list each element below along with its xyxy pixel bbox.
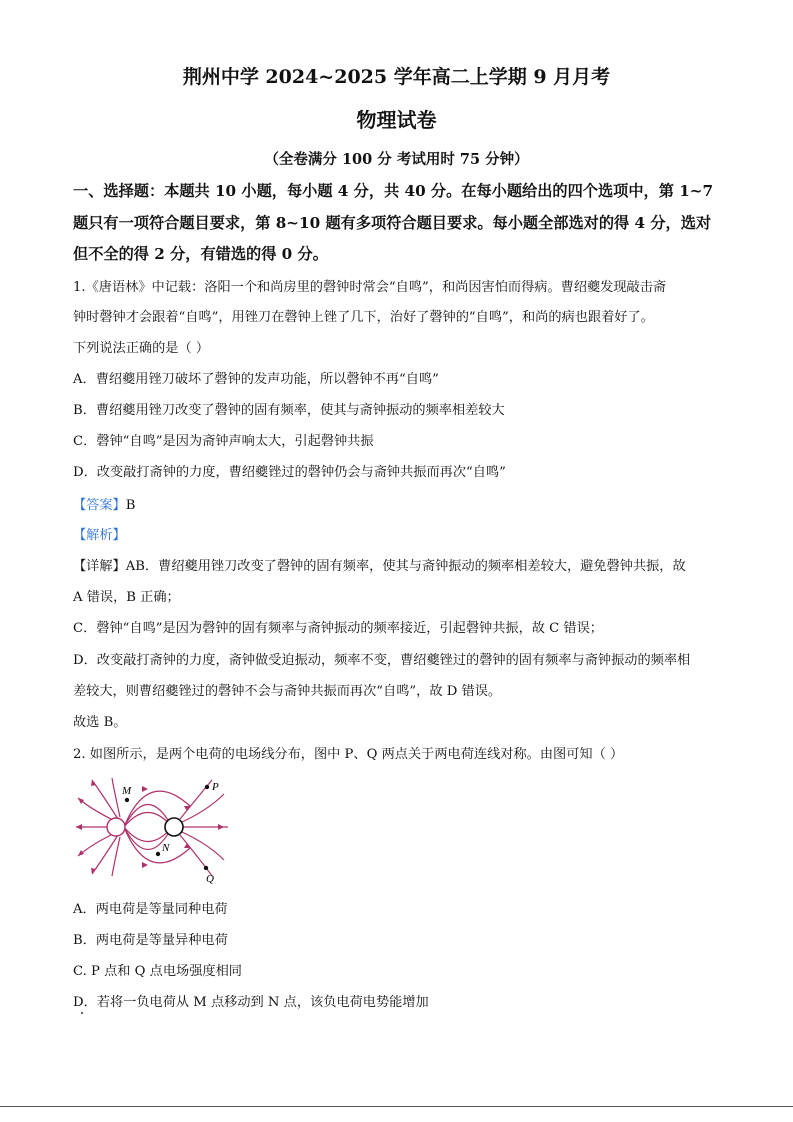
point-p	[205, 785, 209, 789]
q1-detail-line-2: A 错误，B 正确；	[73, 590, 180, 605]
exam-meta: （全卷满分 100 分 考试用时 75 分钟）	[264, 151, 529, 168]
q1-detail-line-4: D．改变敲打斋钟的力度，斋钟做受迫振动，频率不变，曹绍夔锉过的磬钟的固有频率与斋钟振动的频率相	[73, 653, 691, 668]
q1-analysis-label	[73, 524, 126, 543]
q2-option-a: A．两电荷是等量同种电荷	[73, 902, 228, 917]
point-m	[125, 798, 129, 802]
q1-detail-line-1	[73, 555, 686, 574]
q1-option-b: B．曹绍夔用锉刀改变了磬钟的固有频率，使其与斋钟振动的频率相差较大	[73, 403, 505, 418]
field-lines	[76, 778, 228, 876]
detail-label: 【详解】	[73, 559, 126, 574]
q1-detail-line-5: 差较大，则曹绍夔锉过的磬钟不会与斋钟共振而再次“自鸣”，故 D 错误。	[73, 684, 502, 699]
q1-stem-line-3: 下列说法正确的是（ ）	[73, 341, 210, 356]
left-charge	[107, 818, 125, 836]
label-n: N	[162, 842, 170, 854]
q2-option-b: B．两电荷是等量异种电荷	[73, 933, 228, 948]
page-bottom-rule	[0, 1106, 793, 1107]
q1-option-a: A．曹绍夔用锉刀破坏了磬钟的发声功能，所以磬钟不再“自鸣”	[73, 372, 439, 387]
right-charge	[165, 818, 183, 836]
label-p: P	[212, 781, 219, 793]
electric-field-diagram	[72, 776, 232, 888]
exam-title: 荆州中学 2024~2025 学年高二上学期 9 月月考	[182, 66, 611, 88]
q2-option-d: D．若将一负电荷从 M 点移动到 N 点，该负电荷电势能增加	[73, 995, 429, 1010]
detail-text-1: AB．曹绍夔用锉刀改变了磬钟的固有频率，使其与斋钟振动的频率相差较大，避免磬钟共振，故	[125, 559, 686, 574]
q1-stem-line-1: 1.《唐语林》中记载：洛阳一个和尚房里的磬钟时常会“自鸣”，和尚因害怕而得病。曹绍夔发现敲击斋	[73, 280, 667, 295]
section-instruction-line-2: 题只有一项符合题目要求，第 8~10 题有多项符合题目要求。每小题全部选对的得 4 分，选对	[73, 214, 712, 232]
point-n	[156, 852, 160, 856]
q1-option-c: C．磬钟“自鸣”是因为斋钟声响太大，引起磬钟共振	[73, 434, 374, 449]
q1-answer	[73, 494, 135, 513]
section-instruction-line-3: 但不全的得 2 分，有错选的得 0 分。	[73, 245, 328, 263]
q2-option-c: C. P 点和 Q 点电场强度相同	[73, 964, 242, 979]
answer-label: 【答案】	[73, 498, 126, 513]
q1-option-d: D．改变敲打斋钟的力度，曹绍夔锉过的磬钟仍会与斋钟共振而再次“自鸣”	[73, 465, 506, 480]
section-instruction-line-1: 一、选择题：本题共 10 小题，每小题 4 分，共 40 分。在每小题给出的四个选项中，第 1~7	[73, 182, 714, 200]
analysis-label: 【解析】	[73, 528, 126, 543]
q1-detail-line-3: C．磬钟“自鸣”是因为磬钟的固有频率与斋钟振动的频率接近，引起磬钟共振，故 C 错误；	[73, 621, 603, 636]
q1-detail-line-6: 故选 B。	[73, 715, 127, 730]
exam-subject: 物理试卷	[356, 108, 437, 132]
q2-stem: 2. 如图所示，是两个电荷的电场线分布，图中 P、Q 两点关于两电荷连线对称。由图可知（ ）	[73, 747, 624, 762]
point-q	[204, 866, 208, 870]
q1-stem-line-2: 钟时磬钟才会跟着“自鸣”，用锉刀在磬钟上锉了几下，治好了磬钟的“自鸣”，和尚的病也跟着好了。	[73, 310, 654, 325]
stray-mark	[81, 1012, 83, 1014]
label-m: M	[122, 785, 132, 797]
label-q: Q	[206, 873, 214, 885]
answer-value: B	[125, 498, 136, 513]
